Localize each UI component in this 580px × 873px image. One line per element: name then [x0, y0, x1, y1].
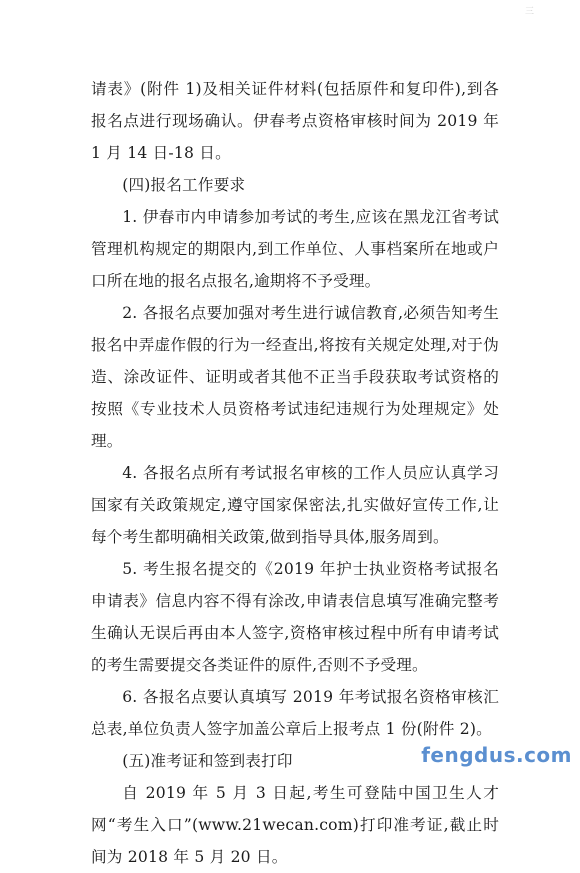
requirement-item-5: 5. 考生报名提交的《2019 年护士执业资格考试报名申请表》信息内容不得有涂改,申请表信息填写准确完整考生确认无误后再由本人签字,资格审核过程中所有申请考试的考生需要提交各类证件的原件,否则不予受理。: [91, 560, 499, 674]
page-corner-mark: 三: [524, 7, 534, 17]
admission-ticket-paragraph: 自 2019 年 5 月 3 日起,考生可登陆中国卫生人才网“考生入口”(www.21wecan.com)打印准考证,截止时间为 2018 年 5 月 20 日。: [91, 784, 499, 866]
site-watermark: fengdus.com: [421, 743, 572, 767]
requirement-item-2: 2. 各报名点要加强对考生进行诚信教育,必须告知考生报名中弄虚作假的行为一经查出,将按有关规定处理,对于伪造、涂改证件、证明或者其他不正当手段获取考试资格的按照《专业技术人员资格考试违纪违规行为处理规定》处理。: [91, 304, 499, 450]
requirement-item-4: 4. 各报名点所有考试报名审核的工作人员应认真学习国家有关政策规定,遵守国家保密法,扎实做好宣传工作,让每个考生都明确相关政策,做到指导具体,服务周到。: [91, 464, 499, 546]
section-heading-4: (四)报名工作要求: [122, 176, 246, 194]
requirement-item-6: 6. 各报名点要认真填写 2019 年考试报名资格审核汇总表,单位负责人签字加盖公章后上报考点 1 份(附件 2)。: [91, 688, 499, 738]
paragraph-continuation: 请表》(附件 1)及相关证件材料(包括原件和复印件),到各报名点进行现场确认。伊春考点资格审核时间为 2019 年 1 月 14 日-18 日。: [91, 80, 499, 162]
requirement-item-1: 1. 伊春市内申请参加考试的考生,应该在黑龙江省考试管理机构规定的期限内,到工作单位、人事档案所在地或户口所在地的报名点报名,逾期将不予受理。: [91, 208, 499, 290]
section-heading-5: (五)准考证和签到表打印: [122, 752, 293, 770]
